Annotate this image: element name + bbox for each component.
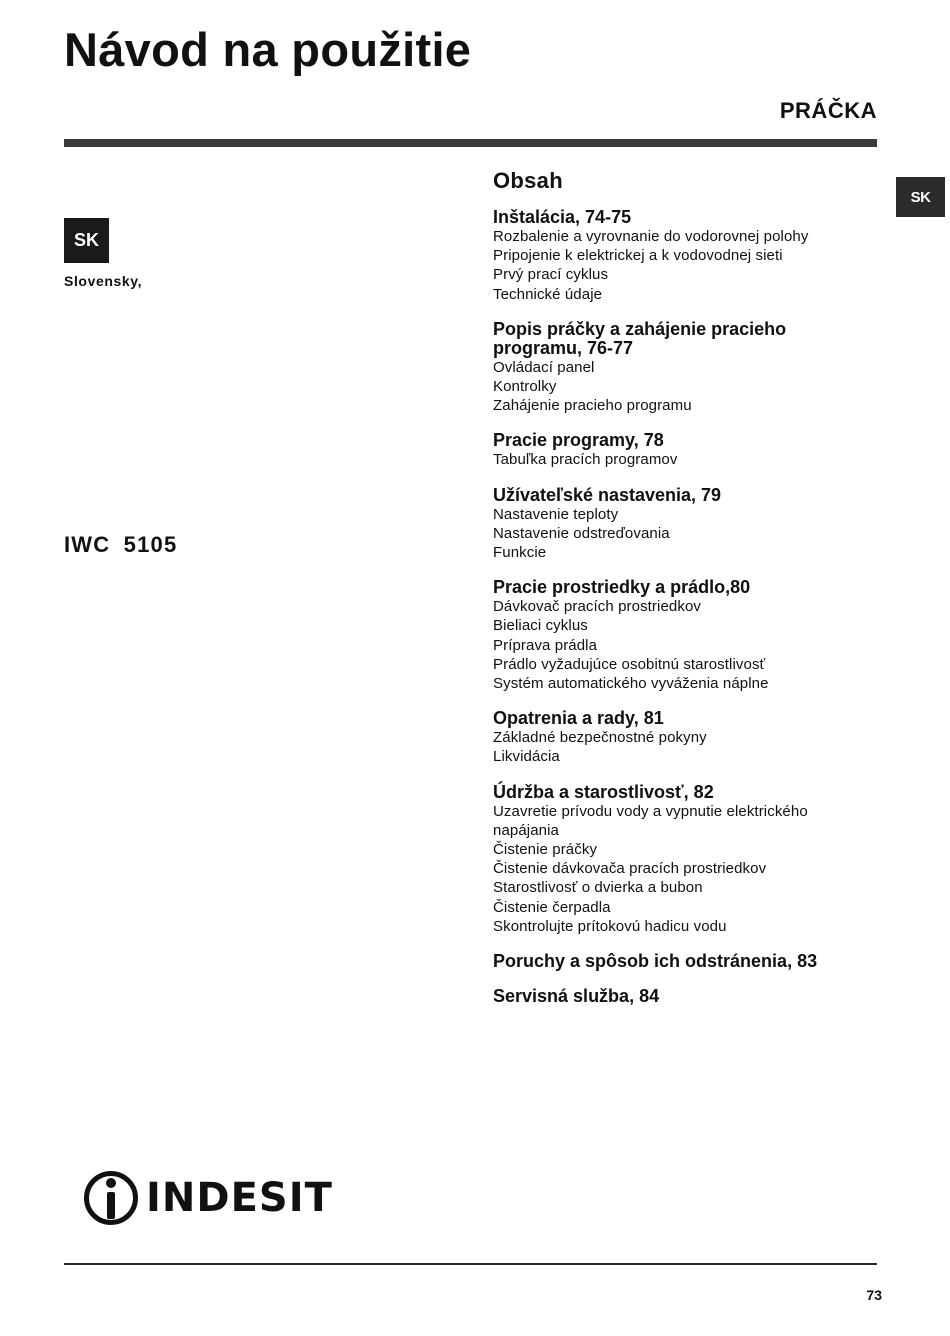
toc-section-title: Pracie programy, 78 <box>493 430 664 451</box>
toc-section <box>493 486 873 563</box>
toc-sections <box>493 208 873 1006</box>
toc-item: Tabuľka pracích programov <box>493 451 678 469</box>
page-number: 73 <box>866 1287 882 1303</box>
toc-item: Skontrolujte prítokovú hadicu vodu <box>493 917 727 935</box>
toc-item: Ovládací panel <box>493 358 595 376</box>
product-type: PRÁČKA <box>779 98 877 123</box>
toc-section <box>493 431 873 469</box>
table-of-contents <box>493 168 873 1022</box>
brand-wordmark: INDESIT <box>146 1175 333 1221</box>
language-badge: SK <box>64 218 109 263</box>
toc-item: Čistenie práčky <box>493 841 598 859</box>
toc-item: Systém automatického vyváženia náplne <box>493 675 769 693</box>
toc-section <box>493 709 873 766</box>
toc-item: Príprava prádla <box>493 636 598 654</box>
toc-section-title: Servisná služba, 84 <box>493 986 660 1007</box>
language-side-tab: SK <box>896 177 945 217</box>
language-name: Slovensky, <box>64 273 143 289</box>
toc-item: Nastavenie odstreďovania <box>493 524 670 542</box>
toc-section <box>493 952 873 971</box>
indesit-logo <box>84 1168 333 1228</box>
toc-section-title: Opatrenia a rady, 81 <box>493 708 664 729</box>
toc-item: Pripojenie k elektrickej a k vodovodnej sieti <box>493 247 783 265</box>
toc-item: Prádlo vyžadujúce osobitnú starostlivosť <box>493 655 766 673</box>
toc-item: Uzavretie prívodu vody a vypnutie elektrického napájania <box>493 802 808 839</box>
toc-item: Kontrolky <box>493 378 557 396</box>
toc-section-title: Údržba a starostlivosť, 82 <box>493 781 714 802</box>
toc-item: Zahájenie pracieho programu <box>493 397 692 415</box>
toc-item: Technické údaje <box>493 285 603 303</box>
toc-section-title: Poruchy a spôsob ich odstránenia, 83 <box>493 951 818 972</box>
indesit-logo-icon <box>84 1171 138 1225</box>
page-title: Návod na použitie <box>64 23 472 76</box>
toc-heading: Obsah <box>493 168 563 193</box>
footer-divider <box>64 1263 877 1265</box>
toc-item: Základné bezpečnostné pokyny <box>493 729 707 747</box>
toc-item: Funkcie <box>493 544 547 562</box>
toc-item: Nastavenie teploty <box>493 505 619 523</box>
toc-section-title: Pracie prostriedky a prádlo,80 <box>493 577 751 598</box>
toc-section <box>493 208 873 304</box>
toc-section-title: Užívateľské nastavenia, 79 <box>493 484 722 505</box>
toc-item: Likvidácia <box>493 748 560 766</box>
toc-item: Bieliaci cyklus <box>493 617 588 635</box>
toc-section <box>493 783 873 936</box>
toc-section <box>493 320 873 416</box>
toc-section <box>493 578 873 693</box>
header-divider <box>64 139 877 147</box>
toc-item: Prvý prací cyklus <box>493 266 609 284</box>
toc-item: Čistenie čerpadla <box>493 898 611 916</box>
toc-section-title: Inštalácia, 74-75 <box>493 207 632 227</box>
toc-section-title: Popis práčky a zahájenie pracieho programu, 76-77 <box>493 318 787 358</box>
toc-section <box>493 987 873 1006</box>
toc-item: Rozbalenie a vyrovnanie do vodorovnej polohy <box>493 228 809 245</box>
toc-item: Dávkovač pracích prostriedkov <box>493 598 701 616</box>
toc-item: Starostlivosť o dvierka a bubon <box>493 879 703 897</box>
model-number: IWC 5105 <box>64 532 178 557</box>
toc-item: Čistenie dávkovača pracích prostriedkov <box>493 860 767 878</box>
